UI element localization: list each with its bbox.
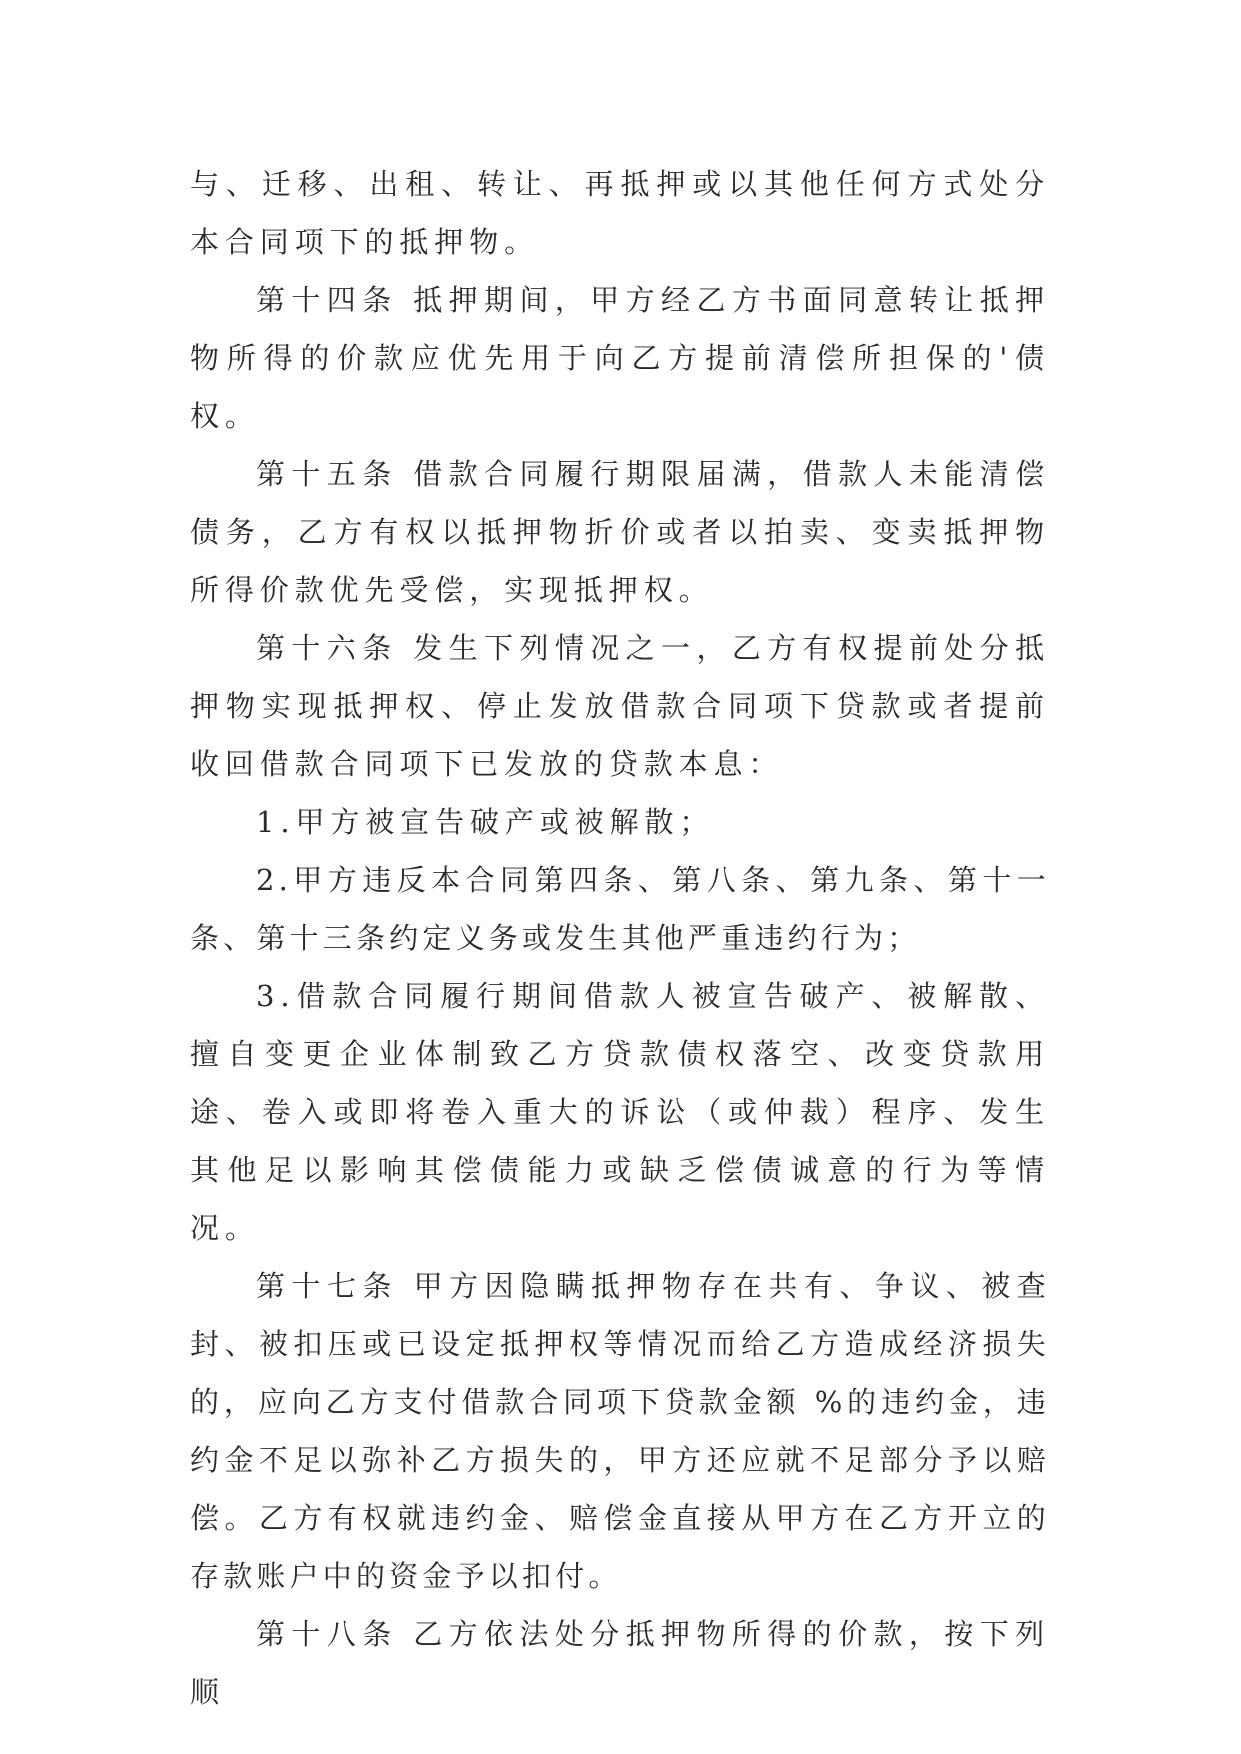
list-item-2: 2.甲方违反本合同第四条、第八条、第九条、第十一条、第十三条约定义务或发生其他严重违约行为； (190, 863, 1050, 955)
paragraph-article-15: 第十五条 借款合同履行期限届满，借款人未能清偿债务，乙方有权以抵押物折价或者以拍卖、变卖抵押物所得价款优先受偿，实现抵押权。 (190, 457, 1050, 607)
paragraph-article-14: 第十四条 抵押期间，甲方经乙方书面同意转让抵押物所得的价款应优先用于向乙方提前清偿所担保的'债权。 (190, 283, 1050, 433)
paragraph-article-18: 第十八条 乙方依法处分抵押物所得的价款，按下列顺 (190, 1617, 1050, 1709)
list-item-3: 3.借款合同履行期间借款人被宣告破产、被解散、擅自变更企业体制致乙方贷款债权落空、改变贷款用途、卷入或即将卷入重大的诉讼（或仲裁）程序、发生其他足以影响其偿债能力或缺乏偿债诚意的行为等情况。 (190, 979, 1050, 1245)
paragraph-article-17: 第十七条 甲方因隐瞒抵押物存在共有、争议、被查封、被扣压或已设定抵押权等情况而给乙方造成经济损失的，应向乙方支付借款合同项下贷款金额 %的违约金，违约金不足以弥补乙方损失的，甲方还应就不足部分予以赔偿。乙方有权就违约金、赔偿金直接从甲方在乙方开立的存款账户中的资金予以扣付。 (190, 1269, 1050, 1593)
list-item-1: 1.甲方被宣告破产或被解散； (256, 805, 715, 839)
paragraph-article-16: 第十六条 发生下列情况之一，乙方有权提前处分抵押物实现抵押权、停止发放借款合同项下贷款或者提前收回借款合同项下已发放的贷款本息： (190, 631, 1050, 781)
paragraph-continuation: 与、迁移、出租、转让、再抵押或以其他任何方式处分本合同项下的抵押物。 (190, 167, 1050, 259)
document-page (190, 155, 1050, 1721)
